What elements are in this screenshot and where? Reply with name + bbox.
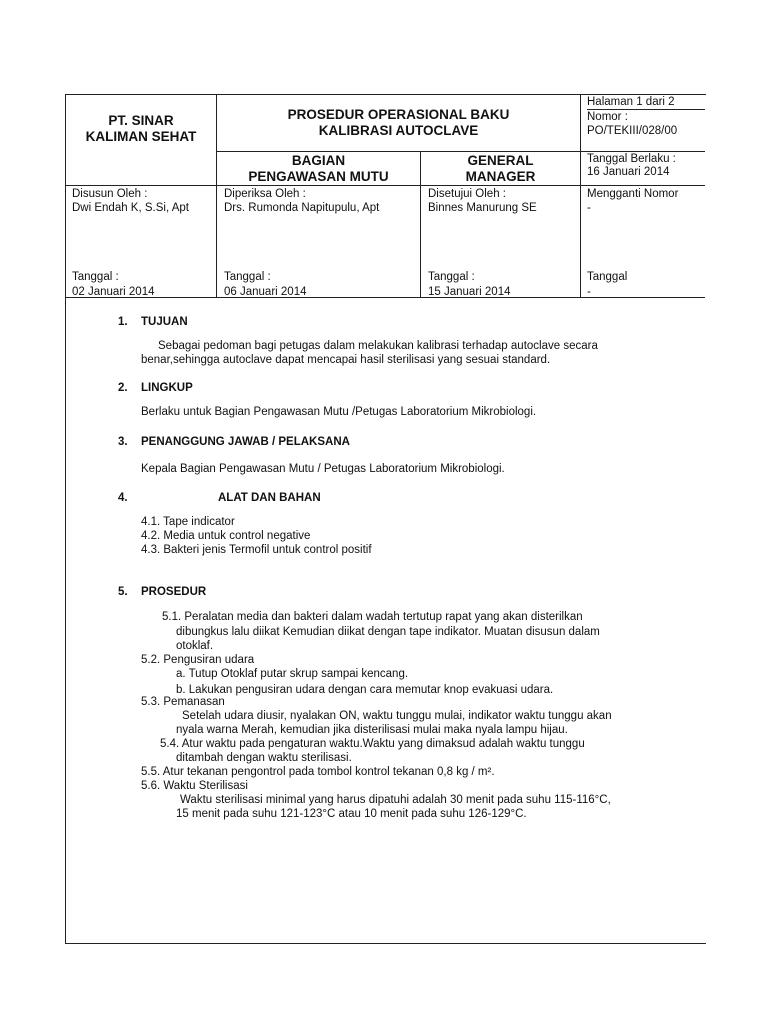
- mengganti-role: Mengganti Nomor: [587, 188, 679, 200]
- disetujui-date: 15 Januari 2014: [428, 286, 511, 298]
- mengganti-date: -: [587, 286, 591, 298]
- step-5-3-line-1: Setelah udara diusir, nyalakan ON, waktu tunggu mulai, indikator waktu tunggu akan: [182, 710, 612, 722]
- disusun-role: Disusun Oleh :: [72, 188, 148, 200]
- step-5-1-line-3: otoklaf.: [176, 640, 214, 652]
- disetujui-role: Disetujui Oleh :: [428, 188, 506, 200]
- nomor-value: PO/TEKIII/028/00: [587, 125, 678, 137]
- diperiksa-name: Drs. Rumonda Napitupulu, Apt: [224, 202, 380, 214]
- section-2-title: LINGKUP: [141, 382, 193, 394]
- header-hline-2: [65, 185, 705, 186]
- disusun-date-label: Tanggal :: [72, 271, 119, 283]
- mengganti-value: -: [587, 202, 591, 214]
- step-5-3-line-2: nyala warna Merah, kemudian jika disterilisasi mulai maka nyala lampu hijau.: [176, 724, 568, 736]
- step-5-1-line-2: dibungkus lalu diikat Kemudian diikat dengan tape indikator. Muatan disusun dalam: [176, 626, 600, 638]
- section-2-text: Berlaku untuk Bagian Pengawasan Mutu /Petugas Laboratorium Mikrobiologi.: [141, 406, 537, 418]
- disetujui-date-label: Tanggal :: [428, 271, 475, 283]
- section-4-title: ALAT DAN BAHAN: [218, 492, 321, 504]
- section-1-title: TUJUAN: [141, 316, 188, 328]
- halaman-underline: [587, 109, 705, 110]
- document-title: [217, 107, 580, 139]
- section-4-item-1: 4.1. Tape indicator: [141, 516, 235, 528]
- section-1-line-2: benar,sehingga autoclave dapat mencapai hasil sterilisasi yang sesuai standard.: [141, 354, 551, 366]
- header-hline-1: [216, 151, 705, 152]
- step-5-6: 5.6. Waktu Sterilisasi: [141, 780, 248, 792]
- step-5-1-line-1: 5.1. Peralatan media dan bakteri dalam wadah tertutup rapat yang akan disterilkan: [162, 611, 583, 623]
- title-line-2: KALIBRASI AUTOCLAVE: [318, 123, 479, 138]
- nomor-label: Nomor :: [587, 111, 628, 123]
- disusun-name: Dwi Endah K, S.Si, Apt: [72, 202, 189, 214]
- section-3-number: 3.: [118, 436, 128, 448]
- section-4-item-2: 4.2. Media untuk control negative: [141, 530, 311, 542]
- company-line-2: KALIMAN SEHAT: [85, 129, 197, 144]
- bagian-line-2: PENGAWASAN MUTU: [248, 169, 389, 184]
- section-3-title: PENANGGUNG JAWAB / PELAKSANA: [141, 436, 350, 448]
- step-5-2-b: b. Lakukan pengusiran udara dengan cara memutar knop evakuasi udara.: [176, 684, 554, 696]
- tanggal-berlaku-value: 16 Januari 2014: [587, 166, 670, 178]
- step-5-2-a: a. Tutup Otoklaf putar skrup sampai kencang.: [176, 668, 409, 680]
- step-5-4-line-2: ditambah dengan waktu sterilisasi.: [176, 752, 352, 764]
- step-5-6-line-1: Waktu sterilisasi minimal yang harus dipatuhi adalah 30 menit pada suhu 115-116°C,: [180, 794, 611, 806]
- tanggal-berlaku-label: Tanggal Berlaku :: [587, 153, 676, 165]
- bagian-heading: [217, 153, 420, 185]
- diperiksa-date: 06 Januari 2014: [224, 286, 307, 298]
- section-5-title: PROSEDUR: [141, 586, 207, 598]
- gm-heading: [421, 153, 580, 185]
- disetujui-name: Binnes Manurung SE: [428, 202, 537, 214]
- title-line-1: PROSEDUR OPERASIONAL BAKU: [287, 107, 510, 122]
- step-5-5: 5.5. Atur tekanan pengontrol pada tombol kontrol tekanan 0,8 kg / m².: [141, 766, 495, 778]
- company-line-1: PT. SINAR: [108, 113, 174, 128]
- disusun-date: 02 Januari 2014: [72, 286, 155, 298]
- diperiksa-role: Diperiksa Oleh :: [224, 188, 306, 200]
- section-2-number: 2.: [118, 382, 128, 394]
- halaman-label: Halaman 1 dari 2: [587, 96, 675, 108]
- company-name: [66, 113, 216, 145]
- section-3-text: Kepala Bagian Pengawasan Mutu / Petugas Laboratorium Mikrobiologi.: [141, 463, 505, 475]
- step-5-3: 5.3. Pemanasan: [141, 696, 225, 708]
- step-5-2: 5.2. Pengusiran udara: [141, 654, 255, 666]
- bagian-line-1: BAGIAN: [291, 153, 346, 168]
- gm-line-1: GENERAL: [467, 153, 534, 168]
- section-5-number: 5.: [118, 586, 128, 598]
- section-4-item-3: 4.3. Bakteri jenis Termofil untuk control positif: [141, 544, 372, 556]
- mengganti-date-label: Tanggal: [587, 271, 628, 283]
- header-vline-3: [580, 94, 581, 297]
- section-4-number: 4.: [118, 492, 128, 504]
- gm-line-2: MANAGER: [465, 169, 536, 184]
- step-5-6-line-2: 15 menit pada suhu 121-123°C atau 10 menit pada suhu 126-129°C.: [176, 808, 527, 820]
- section-1-number: 1.: [118, 316, 128, 328]
- diperiksa-date-label: Tanggal :: [224, 271, 271, 283]
- section-1-line-1: Sebagai pedoman bagi petugas dalam melakukan kalibrasi terhadap autoclave secara: [158, 340, 598, 352]
- header-hline-3: [65, 297, 705, 298]
- step-5-4-line-1: 5.4. Atur waktu pada pengaturan waktu.Waktu yang dimaksud adalah waktu tunggu: [160, 738, 585, 750]
